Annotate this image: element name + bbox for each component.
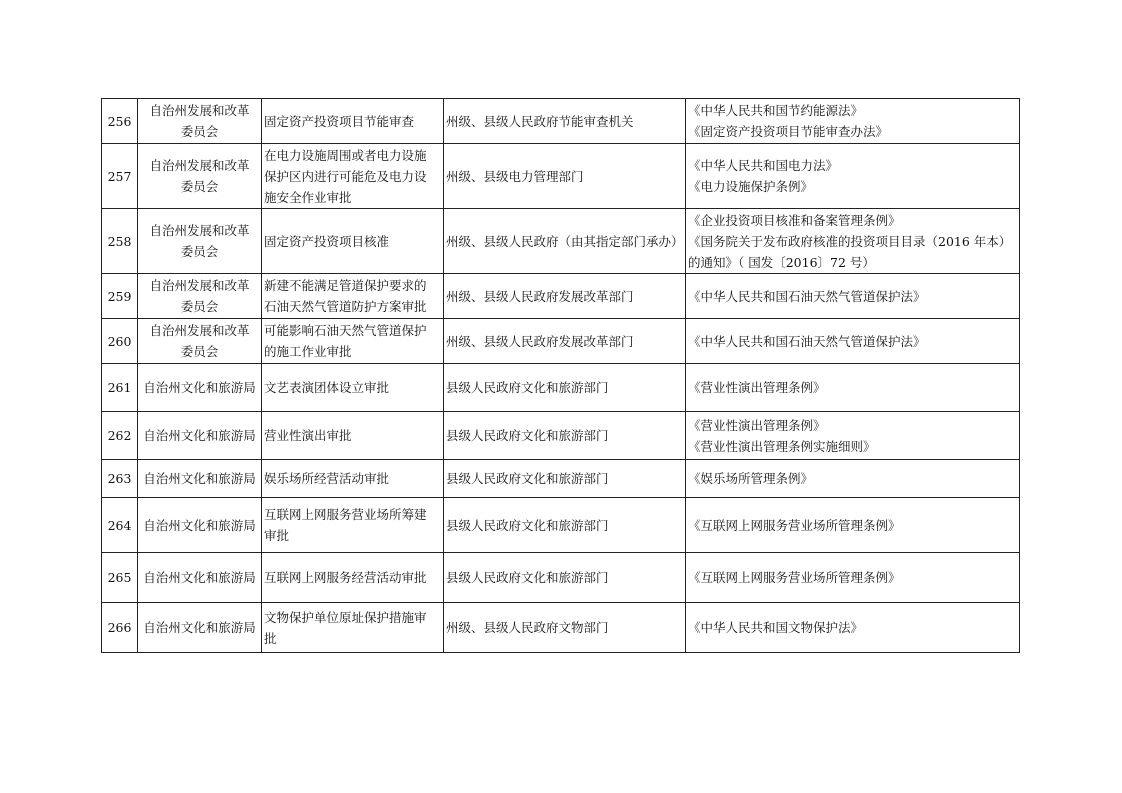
implementing-authority-cell: 州级、县级人民政府文物部门	[444, 603, 686, 653]
approval-item-text: 文艺表演团体设立审批	[264, 380, 390, 395]
department-text: 自治州发展和改革	[149, 158, 250, 173]
item-number-cell: 259	[102, 274, 138, 319]
table-row	[102, 412, 1020, 460]
legal-basis-cell	[686, 603, 1020, 653]
approval-item-cell	[262, 498, 444, 553]
approval-item-text: 施安全作业审批	[264, 189, 352, 205]
approval-item-text: 石油天然气管道防护方案审批	[264, 299, 427, 314]
department-text: 自治州文化和旅游局	[143, 428, 256, 443]
approval-item-text: 可能影响石油天然气管道保护	[264, 323, 427, 338]
implementing-authority-cell: 县级人民政府文化和旅游部门	[444, 364, 686, 412]
table-row	[102, 274, 1020, 319]
approval-item-text: 的施工作业审批	[264, 344, 352, 359]
department-text: 委员会	[180, 344, 219, 359]
approval-item-cell	[262, 99, 444, 144]
approval-item-text: 在电力设施周围或者电力设施	[264, 147, 427, 163]
legal-basis-text: 的通知》（ 国发〔2016〕72 号）	[688, 254, 875, 270]
legal-basis-cell	[686, 412, 1020, 460]
department-text: 自治州发展和改革	[149, 323, 250, 338]
legal-basis-text: 《中华人民共和国石油天然气管道保护法》	[688, 288, 926, 304]
department-text: 自治州文化和旅游局	[143, 471, 256, 486]
approval-item-cell	[262, 274, 444, 319]
approval-item-text: 批	[264, 630, 277, 646]
item-number-cell: 256	[102, 99, 138, 144]
approval-item-text: 固定资产投资项目节能审查	[264, 113, 415, 129]
department-cell	[138, 144, 262, 209]
legal-basis-cell	[686, 209, 1020, 274]
approval-item-cell	[262, 209, 444, 274]
item-number-cell: 258	[102, 209, 138, 274]
table-row	[102, 498, 1020, 553]
legal-basis-cell	[686, 553, 1020, 603]
implementing-authority-cell: 州级、县级电力管理部门	[444, 144, 686, 209]
legal-basis-text: 《中华人民共和国节约能源法》	[688, 103, 864, 118]
legal-basis-text: 《企业投资项目核准和备案管理条例》	[688, 212, 901, 228]
department-text: 自治州文化和旅游局	[143, 620, 256, 635]
legal-basis-text: 《电力设施保护条例》	[688, 179, 814, 194]
legal-basis-cell	[686, 274, 1020, 319]
department-cell	[138, 603, 262, 653]
approval-item-cell	[262, 603, 444, 653]
item-number-cell: 263	[102, 460, 138, 498]
department-text: 委员会	[180, 179, 219, 194]
item-number-cell: 266	[102, 603, 138, 653]
implementing-authority-cell: 县级人民政府文化和旅游部门	[444, 553, 686, 603]
table-body	[102, 99, 1020, 653]
approval-item-text: 审批	[264, 528, 290, 543]
implementing-authority-cell: 州级、县级人民政府节能审查机关	[444, 99, 686, 144]
department-cell	[138, 209, 262, 274]
legal-basis-text: 《中华人民共和国文物保护法》	[688, 620, 864, 635]
table-row	[102, 209, 1020, 274]
department-cell	[138, 412, 262, 460]
approval-item-cell	[262, 319, 444, 364]
department-cell	[138, 460, 262, 498]
legal-basis-text: 《互联网上网服务营业场所管理条例》	[688, 517, 901, 533]
approval-items-table	[101, 98, 1020, 653]
implementing-authority-cell: 州级、县级人民政府（由其指定部门承办）	[444, 209, 686, 274]
legal-basis-text: 《中华人民共和国电力法》	[688, 158, 839, 173]
table-row	[102, 553, 1020, 603]
legal-basis-text: 《营业性演出管理条例实施细则》	[688, 438, 876, 454]
approval-item-text: 固定资产投资项目核准	[264, 233, 390, 249]
legal-basis-cell	[686, 99, 1020, 144]
approval-item-text: 互联网上网服务营业场所筹建	[264, 507, 427, 522]
item-number-cell: 261	[102, 364, 138, 412]
legal-basis-cell	[686, 319, 1020, 364]
legal-basis-text: 《互联网上网服务营业场所管理条例》	[688, 570, 901, 585]
item-number-cell: 264	[102, 498, 138, 553]
implementing-authority-cell: 县级人民政府文化和旅游部门	[444, 498, 686, 553]
department-text: 委员会	[180, 244, 219, 259]
legal-basis-text: 《营业性演出管理条例》	[688, 417, 826, 433]
item-number-cell: 260	[102, 319, 138, 364]
approval-item-text: 文物保护单位原址保护措施审	[264, 609, 427, 625]
department-cell	[138, 364, 262, 412]
legal-basis-text: 《国务院关于发布政府核准的投资项目目录（2016 年本）	[688, 233, 1012, 249]
approval-item-cell	[262, 364, 444, 412]
approval-item-text: 娱乐场所经营活动审批	[264, 471, 390, 486]
department-text: 委员会	[180, 299, 219, 314]
department-cell	[138, 319, 262, 364]
department-text: 自治州文化和旅游局	[143, 570, 256, 585]
implementing-authority-cell: 县级人民政府文化和旅游部门	[444, 460, 686, 498]
approval-item-text: 营业性演出审批	[264, 428, 352, 443]
item-number-cell: 262	[102, 412, 138, 460]
table-row	[102, 319, 1020, 364]
department-text: 自治州发展和改革	[149, 278, 250, 293]
legal-basis-cell	[686, 364, 1020, 412]
legal-basis-text: 《固定资产投资项目节能审查办法》	[688, 124, 889, 139]
department-text: 自治州发展和改革	[149, 223, 250, 238]
department-text: 委员会	[180, 124, 219, 139]
department-cell	[138, 498, 262, 553]
implementing-authority-cell: 县级人民政府文化和旅游部门	[444, 412, 686, 460]
table-row	[102, 460, 1020, 498]
approval-item-cell	[262, 553, 444, 603]
department-cell	[138, 274, 262, 319]
table-row	[102, 99, 1020, 144]
implementing-authority-cell: 州级、县级人民政府发展改革部门	[444, 319, 686, 364]
approval-item-cell	[262, 412, 444, 460]
implementing-authority-cell: 州级、县级人民政府发展改革部门	[444, 274, 686, 319]
department-cell	[138, 553, 262, 603]
legal-basis-text: 《中华人民共和国石油天然气管道保护法》	[688, 333, 926, 349]
approval-item-text: 互联网上网服务经营活动审批	[264, 570, 427, 585]
approval-item-text: 保护区内进行可能危及电力设	[264, 168, 427, 184]
table-row	[102, 603, 1020, 653]
legal-basis-cell	[686, 498, 1020, 553]
table-row	[102, 364, 1020, 412]
item-number-cell: 257	[102, 144, 138, 209]
legal-basis-cell	[686, 144, 1020, 209]
department-text: 自治州文化和旅游局	[143, 380, 256, 395]
legal-basis-cell	[686, 460, 1020, 498]
department-cell	[138, 99, 262, 144]
legal-basis-text: 《营业性演出管理条例》	[688, 380, 826, 395]
approval-item-cell	[262, 460, 444, 498]
approval-item-cell	[262, 144, 444, 209]
department-text: 自治州文化和旅游局	[143, 517, 256, 533]
table-row	[102, 144, 1020, 209]
legal-basis-text: 《娱乐场所管理条例》	[688, 471, 814, 486]
department-text: 自治州发展和改革	[149, 103, 250, 118]
item-number-cell: 265	[102, 553, 138, 603]
approval-item-text: 新建不能满足管道保护要求的	[264, 278, 427, 293]
